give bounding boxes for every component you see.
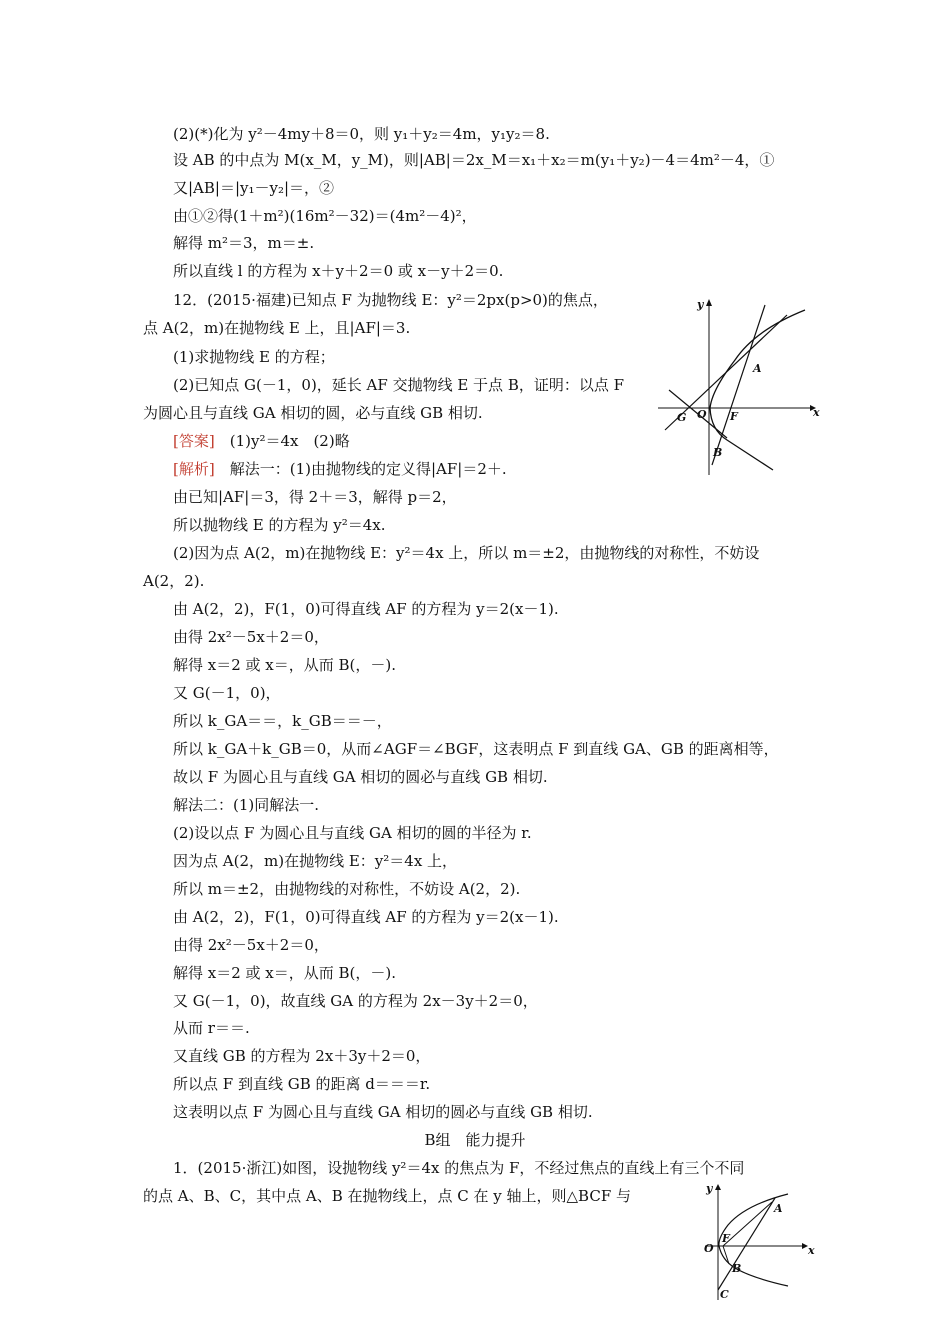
label-x: x — [808, 1244, 815, 1257]
text-line-2: 设 AB 的中点为 M(x_M，y_M)，则|AB|＝2x_M＝x₁＋x₂＝m(y₁＋y₂)－4＝4m²－4，① — [173, 151, 775, 169]
label-x: x — [813, 406, 820, 419]
text-line-29: 由 A(2，2)，F(1，0)可得直线 AF 的方程为 y＝2(x－1). — [173, 908, 559, 926]
text-line-18: 由 A(2，2)，F(1，0)可得直线 AF 的方程为 y＝2(x－1). — [173, 600, 559, 618]
text-line-34: 又直线 GB 的方程为 2x＋3y＋2＝0， — [173, 1047, 431, 1065]
label-B: B — [732, 1262, 742, 1275]
y-axis-arrow — [715, 1184, 721, 1190]
text-line-11: 为圆心且与直线 GA 相切的圆，必与直线 GB 相切. — [143, 404, 483, 422]
label-F: F — [722, 1232, 730, 1245]
text-line-35: 所以点 F 到直线 GB 的距离 d＝＝＝r. — [173, 1075, 431, 1093]
text-line-24: 故以 F 为圆心且与直线 GA 相切的圆必与直线 GB 相切. — [173, 768, 548, 786]
label-y: y — [697, 298, 704, 311]
label-G: G — [677, 411, 687, 424]
text-line-14: 由已知|AF|＝3，得 2＋＝3，解得 p＝2， — [173, 488, 457, 506]
problem-12-title: 12．(2015·福建)已知点 F 为抛物线 E：y²＝2px(p>0)的焦点， — [173, 291, 608, 309]
analysis-text: 解法一：(1)由抛物线的定义得|AF|＝2＋. — [214, 460, 507, 478]
section-heading: B组 能力提升 — [424, 1131, 526, 1149]
analysis-tag: [解析] — [173, 460, 215, 478]
label-A: A — [774, 1202, 783, 1215]
answer-text: (1)y²＝4x (2)略 — [214, 432, 350, 450]
text-line-1: (2)(*)化为 y²－4my＋8＝0，则 y₁＋y₂＝4m，y₁y₂＝8. — [173, 125, 550, 143]
label-A: A — [753, 362, 762, 375]
answer-line — [173, 431, 350, 451]
analysis-line — [173, 459, 507, 479]
text-line-9: (1)求抛物线 E 的方程； — [173, 348, 335, 366]
problem-1-title: 1．(2015·浙江)如图，设抛物线 y²＝4x 的焦点为 F，不经过焦点的直线上有三个不同 — [173, 1159, 745, 1177]
text-line-19: 由得 2x²－5x＋2＝0， — [173, 628, 329, 646]
text-line-10: (2)已知点 G(－1，0)，延长 AF 交抛物线 E 于点 B，证明：以点 F — [173, 376, 625, 394]
text-line-17: A(2，2). — [143, 572, 205, 590]
text-line-33: 从而 r＝＝. — [173, 1019, 250, 1037]
text-line-22: 所以 k_GA＝＝，k_GB＝＝－， — [173, 712, 392, 730]
label-y: y — [706, 1182, 713, 1195]
label-B: B — [713, 446, 723, 459]
line-AB — [712, 305, 765, 465]
text-line-26: (2)设以点 F 为圆心且与直线 GA 相切的圆的半径为 r. — [173, 824, 532, 842]
label-O: O — [704, 1242, 714, 1255]
text-line-6: 所以直线 l 的方程为 x＋y＋2＝0 或 x－y＋2＝0. — [173, 262, 504, 280]
text-line-16: (2)因为点 A(2，m)在抛物线 E：y²＝4x 上，所以 m＝±2，由抛物线的对称性，不妨设 — [173, 544, 760, 562]
parabola-curve — [710, 310, 805, 470]
text-line-36: 这表明以点 F 为圆心且与直线 GA 相切的圆必与直线 GB 相切. — [173, 1103, 593, 1121]
line-AF — [723, 1202, 772, 1246]
answer-tag: [答案] — [173, 432, 215, 450]
label-F: F — [730, 410, 738, 423]
text-line-3: 又|AB|＝|y₁－y₂|＝，② — [173, 179, 335, 197]
text-line-4: 由①②得(1＋m²)(16m²－32)＝(4m²－4)²， — [173, 207, 477, 225]
text-line-8: 点 A(2，m)在抛物线 E 上，且|AF|＝3. — [143, 319, 411, 337]
text-line-28: 所以 m＝±2，由抛物线的对称性，不妨设 A(2，2). — [173, 880, 521, 898]
text-line-32: 又 G(－1，0)，故直线 GA 的方程为 2x－3y＋2＝0， — [173, 992, 538, 1010]
text-line-21: 又 G(－1，0)， — [173, 684, 281, 702]
label-C: C — [720, 1288, 729, 1301]
label-O: O — [697, 408, 707, 421]
text-line-15: 所以抛物线 E 的方程为 y²＝4x. — [173, 516, 386, 534]
y-axis-arrow — [706, 299, 712, 306]
text-line-25: 解法二：(1)同解法一. — [173, 796, 320, 814]
text-line-39: 的点 A、B、C，其中点 A、B 在抛物线上，点 C 在 y 轴上，则△BCF 与 — [143, 1187, 632, 1205]
text-line-30: 由得 2x²－5x＋2＝0， — [173, 936, 329, 954]
text-line-20: 解得 x＝2 或 x＝，从而 B(，－). — [173, 656, 397, 674]
figure-parabola-1 — [655, 290, 825, 480]
text-line-31: 解得 x＝2 或 x＝，从而 B(，－). — [173, 964, 397, 982]
figure-parabola-2 — [690, 1180, 820, 1302]
text-line-23: 所以 k_GA＋k_GB＝0，从而∠AGF＝∠BGF，这表明点 F 到直线 GA、GB 的距离相等， — [173, 740, 779, 758]
text-line-27: 因为点 A(2，m)在抛物线 E：y²＝4x 上， — [173, 852, 458, 870]
text-line-5: 解得 m²＝3，m＝±. — [173, 234, 315, 252]
